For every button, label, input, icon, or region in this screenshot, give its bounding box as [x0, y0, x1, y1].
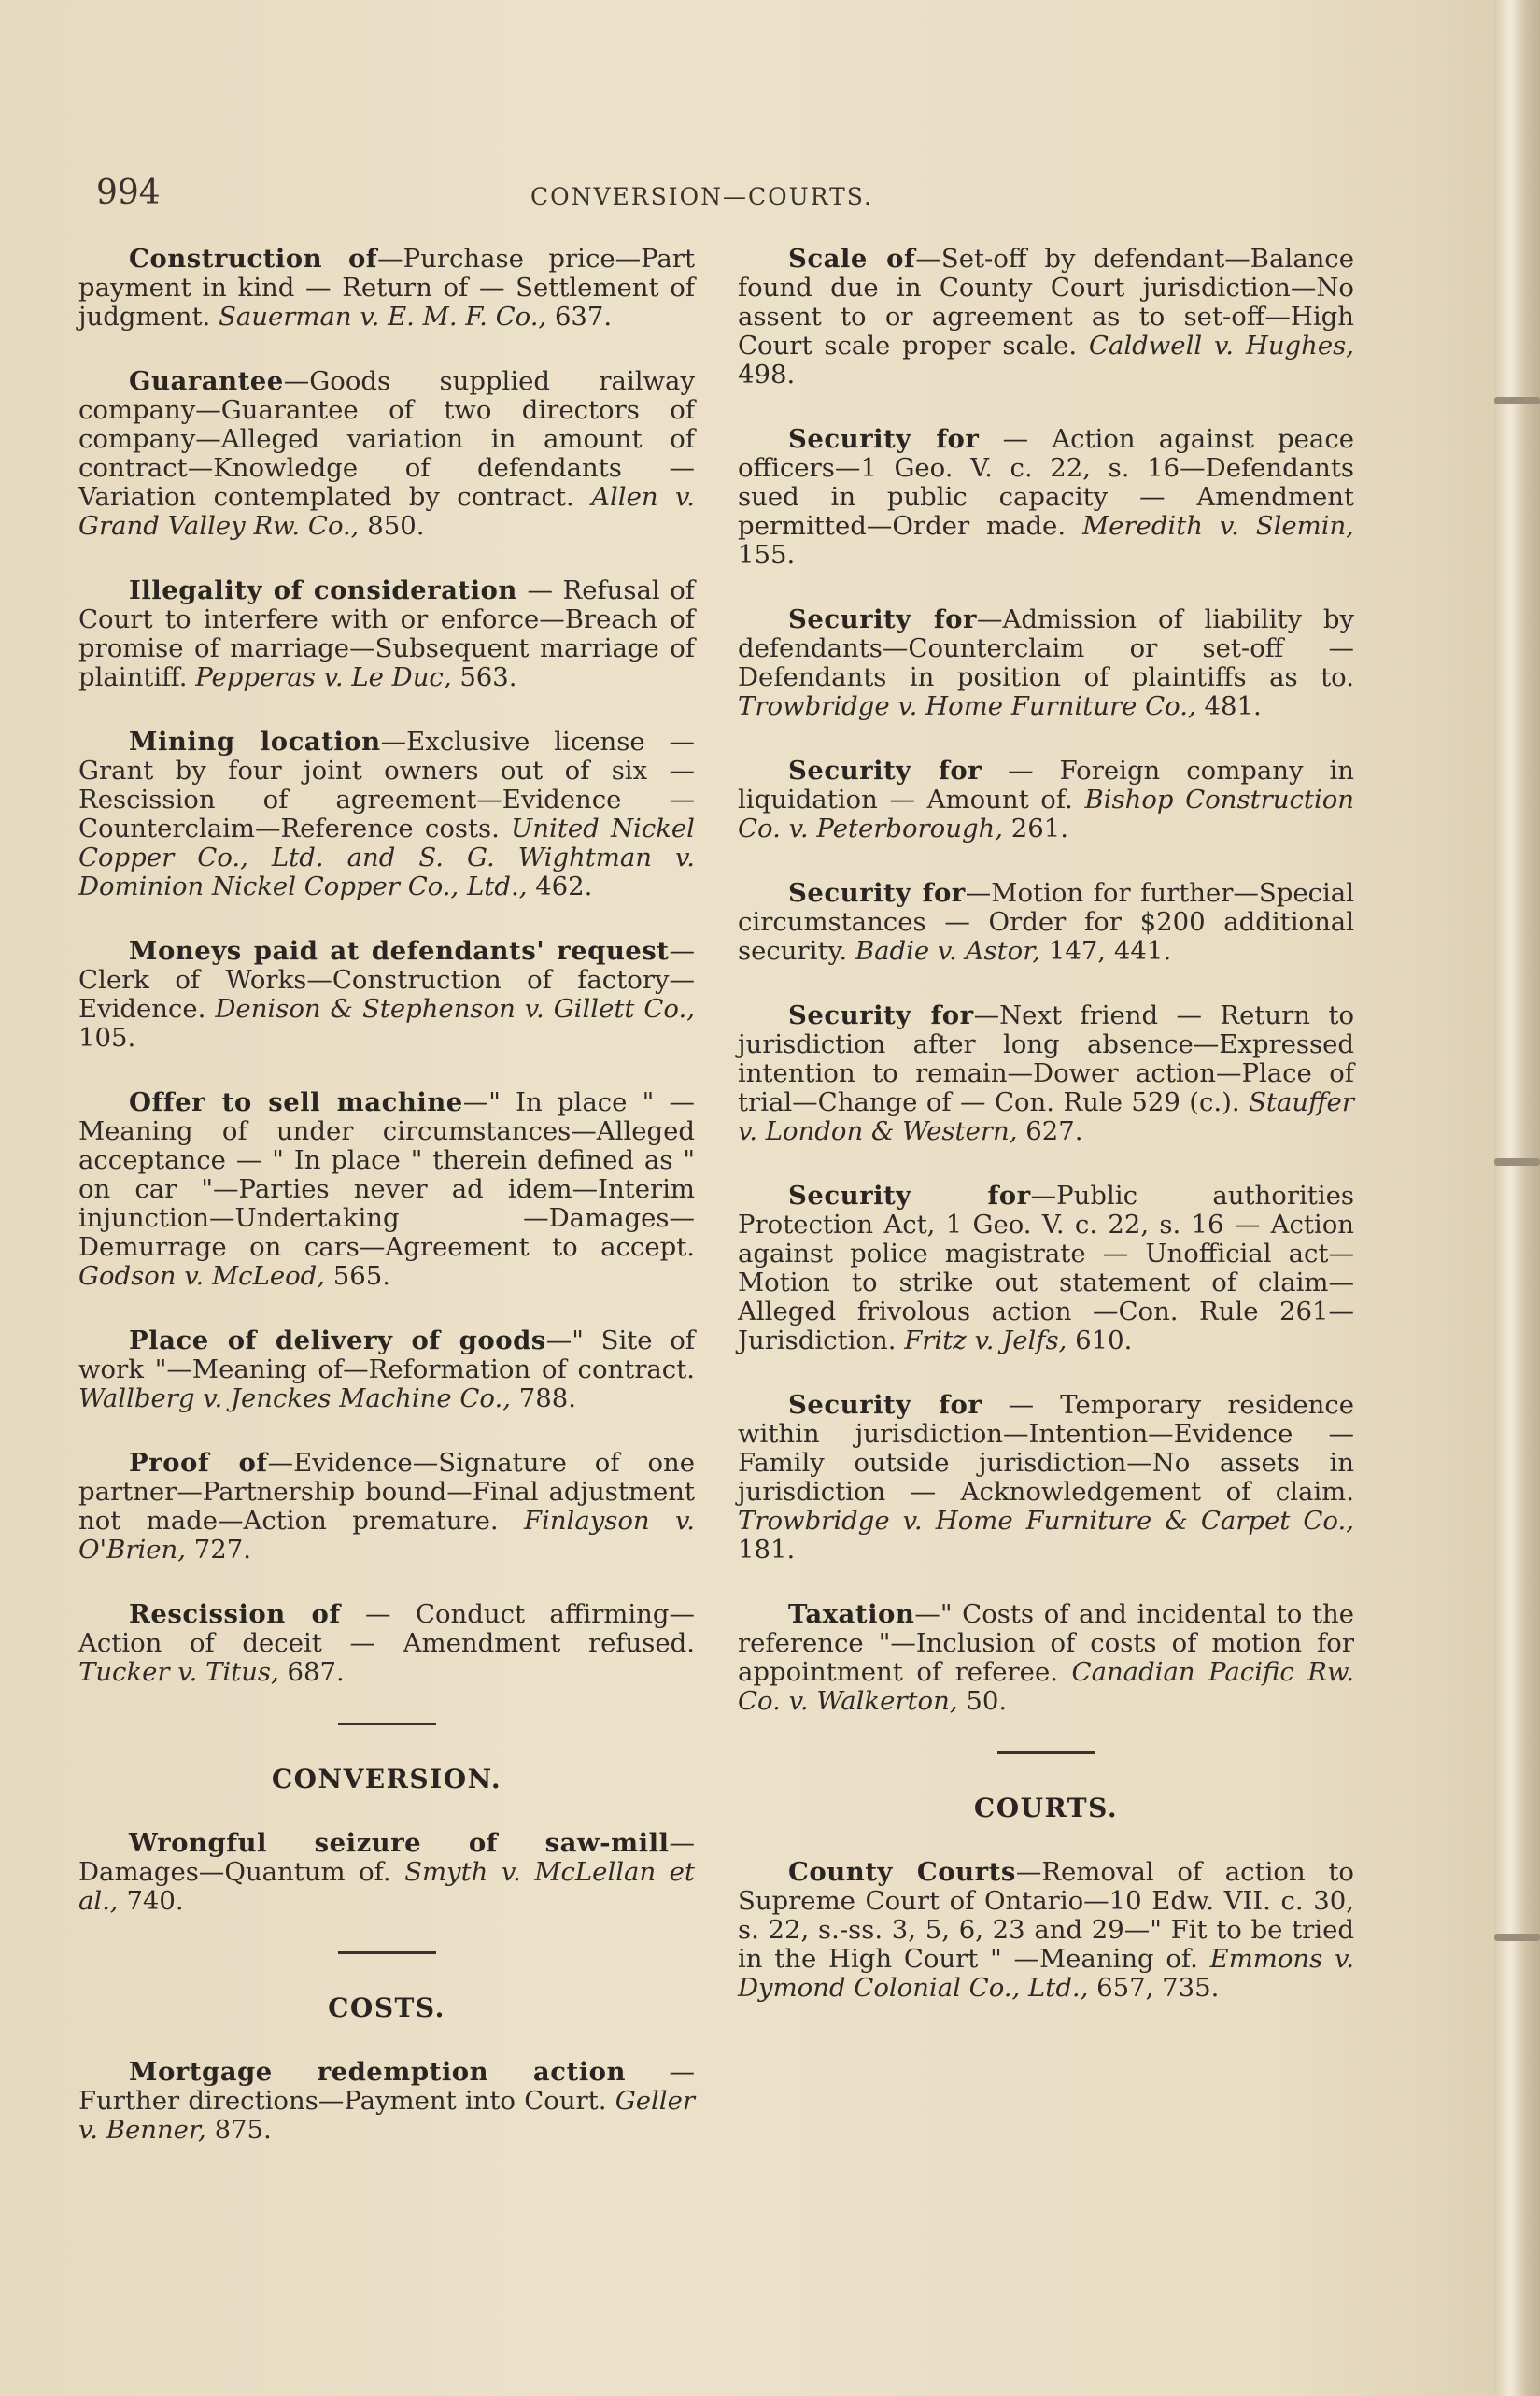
entry-text: —Evidence—Signature of one partner—Partnership bound—Final adjustment not made—Action premature.: [78, 1448, 695, 1536]
index-entry: [738, 1858, 1354, 2003]
entry-text: —Motion for further—Special circumstances — Order for $200 additional security.: [738, 878, 1354, 966]
entry-text: —Damages—Quantum of.: [78, 1828, 695, 1887]
case-citation: Bishop Construction Co. v. Peterborough,: [738, 785, 1355, 844]
case-citation: Wallberg v. Jenckes Machine Co.,: [78, 1383, 511, 1413]
index-entry: [738, 1391, 1354, 1565]
case-citation: Fritz v. Jelfs,: [904, 1326, 1067, 1355]
index-entry: [738, 425, 1354, 570]
costs-entries-list: [78, 2058, 695, 2145]
courts-heading: COURTS.: [973, 1793, 1119, 1823]
entry-text: — Action against peace officers—1 Geo. V. c. 22, s. 16—Defendants sued in public capacity — Amendment permitted—Order made.: [738, 424, 1354, 541]
case-citation: Badie v. Astor,: [855, 936, 1041, 966]
entry-heading: Mining location: [129, 727, 381, 757]
page-reference: 850.: [367, 511, 425, 541]
entry-text: —Exclusive license —Grant by four joint owners out of six —Rescission of agreement—Evidence — Counterclaim—Reference costs.: [78, 727, 695, 844]
entry-text: — Further directions—Payment into Court.: [78, 2057, 696, 2116]
index-entry: [78, 1449, 695, 1565]
case-citation: Trowbridge v. Home Furniture Co.,: [738, 691, 1196, 721]
index-entry: [78, 2058, 695, 2145]
index-entry: [78, 245, 695, 332]
index-entry: [78, 367, 695, 541]
index-entry: [738, 1182, 1354, 1355]
page-reference: 627.: [1025, 1116, 1083, 1146]
case-citation: Caldwell v. Hughes,: [1088, 331, 1354, 361]
entry-heading: Proof of: [129, 1448, 268, 1478]
case-citation: Stauffer v. London & Western,: [738, 1087, 1354, 1146]
page-reference: 727.: [193, 1535, 251, 1565]
page-reference: 637.: [554, 302, 613, 332]
page-reference: 462.: [535, 872, 593, 901]
entry-heading: Illegality of consideration: [129, 575, 517, 605]
entry-heading: Scale of: [788, 244, 916, 274]
case-citation: Godson v. McLeod,: [78, 1261, 326, 1291]
book-binding: [1494, 0, 1540, 2396]
page-header: [96, 174, 1338, 220]
index-entry: [78, 1600, 695, 1687]
case-citation: Geller v. Benner,: [78, 2086, 695, 2145]
index-entry: [78, 1829, 695, 1916]
case-citation: Denison & Stephenson v. Gillett Co.,: [215, 994, 695, 1024]
entry-heading: Moneys paid at defendants' request: [129, 936, 670, 966]
page-reference: 498.: [738, 360, 796, 390]
index-entry: [78, 1088, 695, 1291]
section-divider: [997, 1751, 1095, 1754]
entry-text: — Conduct affirming—Action of deceit — Amendment refused.: [78, 1599, 695, 1658]
page-reference: 181.: [738, 1535, 796, 1565]
case-citation: Tucker v. Titus,: [78, 1657, 279, 1687]
entry-text: —Clerk of Works—Construction of factory—Evidence.: [78, 936, 695, 1024]
entry-text: — Temporary residence within jurisdiction—Intention—Evidence —Family outside jurisdiction—No assets in jurisdiction — Acknowledgement of claim.: [738, 1390, 1355, 1507]
page-reference: 261.: [1010, 814, 1068, 844]
binding-stitch: [1494, 397, 1540, 404]
entry-text: —Removal of action to Supreme Court of Ontario—10 Edw. VII. c. 30, s. 22, s.-ss. 3, 5, 6, 23 and 29—" Fit to be tried in the High Court " —Meaning of.: [738, 1857, 1354, 1974]
case-citation: Smyth v. McLellan et al.,: [78, 1857, 695, 1916]
index-entry: [738, 757, 1354, 844]
index-entry: [738, 245, 1354, 390]
entry-text: — Foreign company in liquidation — Amount of.: [738, 756, 1354, 815]
entry-text: —Next friend — Return to jurisdiction after long absence—Expressed intention to remain—Dower action—Place of trial—Change of — Con. Rule 529 (c.).: [738, 1000, 1354, 1117]
entry-heading: Taxation: [788, 1599, 915, 1629]
index-entry: [78, 728, 695, 901]
binding-stitch: [1494, 1934, 1540, 1941]
entry-text: —" Site of work "—Meaning of—Reformation of contract.: [78, 1326, 695, 1384]
case-citation: Allen v. Grand Valley Rw. Co.,: [78, 482, 695, 541]
case-citation: Meredith v. Slemin,: [1081, 511, 1354, 541]
right-column: [738, 245, 1354, 2038]
right-entries-list: [738, 245, 1354, 1716]
page-reference: 155.: [738, 540, 796, 570]
page-reference: 105.: [78, 1023, 136, 1053]
index-entry: [738, 1001, 1354, 1146]
entry-text: — Refusal of Court to interfere with or enforce—Breach of promise of marriage—Subsequent marriage of plaintiff.: [78, 575, 695, 692]
page-reference: 50.: [966, 1686, 1008, 1716]
entry-heading: Security for: [788, 1181, 1031, 1211]
entry-heading: Mortgage redemption action: [129, 2057, 626, 2087]
page-reference: 687.: [287, 1657, 345, 1687]
page-reference: 563.: [459, 662, 517, 692]
section-divider: [338, 1951, 436, 1954]
case-citation: Pepperas v. Le Duc,: [195, 662, 452, 692]
entry-heading: Place of delivery of goods: [129, 1326, 546, 1355]
page-reference: 875.: [214, 2115, 272, 2145]
case-citation: United Nickel Copper Co., Ltd. and S. G. Wightman v. Dominion Nickel Copper Co., Ltd.,: [78, 814, 695, 901]
entry-text: —Admission of liability by defendants—Counterclaim or set-off —Defendants in position of plaintiffs as to.: [738, 604, 1354, 692]
entry-heading: Security for: [788, 1390, 982, 1420]
conversion-heading: CONVERSION.: [271, 1764, 502, 1794]
page-reference: 657, 735.: [1096, 1973, 1220, 2003]
left-entries-list: [78, 245, 695, 1687]
courts-entries-list: [738, 1858, 1354, 2003]
index-entry: [738, 605, 1354, 721]
case-citation: Finlayson v. O'Brien,: [78, 1506, 695, 1565]
entry-text: —Goods supplied railway company—Guarantee of two directors of company—Alleged variation in amount of contract—Knowledge of defendants — Variation contemplated by contract.: [78, 366, 695, 512]
entry-heading: Construction of: [129, 244, 378, 274]
entry-heading: Offer to sell machine: [129, 1087, 463, 1117]
left-column: [78, 245, 695, 2180]
section-divider: [338, 1723, 436, 1725]
entry-heading: Rescission of: [129, 1599, 341, 1629]
running-head: CONVERSION—COURTS.: [530, 183, 873, 210]
index-entry: [78, 576, 695, 692]
entry-text: —Public authorities Protection Act, 1 Geo. V. c. 22, s. 16 — Action against police magistrate — Unofficial act—Motion to strike out statement of claim—Alleged frivolous action —Con. Rule 261—Jurisdiction.: [738, 1181, 1355, 1355]
case-citation: Sauerman v. E. M. F. Co.,: [219, 302, 547, 332]
entry-text: —Purchase price—Part payment in kind — Return of — Settlement of judgment.: [78, 244, 695, 332]
entry-heading: Security for: [788, 604, 978, 634]
page-reference: 147, 441.: [1048, 936, 1172, 966]
page-reference: 740.: [126, 1886, 184, 1916]
page-reference: 565.: [332, 1261, 390, 1291]
case-citation: Canadian Pacific Rw. Co. v. Walkerton,: [738, 1657, 1355, 1716]
index-entry: [738, 1600, 1354, 1716]
page-reference: 481.: [1204, 691, 1262, 721]
page-reference: 610.: [1075, 1326, 1133, 1355]
index-entry: [78, 1326, 695, 1413]
index-entry: [738, 879, 1354, 966]
entry-heading: Security for: [788, 424, 980, 454]
entry-text: —" In place " —Meaning of under circumstances—Alleged acceptance — " In place " therein defined as " on car "—Parties never ad idem—Interim injunction—Undertaking —Damages—Demurrage on cars—Agreement to accept.: [78, 1087, 695, 1262]
entry-heading: County Courts: [788, 1857, 1016, 1887]
case-citation: Trowbridge v. Home Furniture & Carpet Co.,: [738, 1506, 1354, 1536]
entry-heading: Security for: [788, 878, 966, 908]
page-number: 994: [96, 174, 161, 212]
costs-heading: COSTS.: [328, 1992, 445, 2023]
entry-heading: Security for: [788, 1000, 974, 1030]
entry-heading: Security for: [788, 756, 982, 786]
case-citation: Emmons v. Dymond Colonial Co., Ltd.,: [738, 1944, 1354, 2003]
conversion-entries-list: [78, 1829, 695, 1916]
entry-text: —" Costs of and incidental to the reference "—Inclusion of costs of motion for appointment of referee.: [738, 1599, 1354, 1687]
entry-heading: Wrongful seizure of saw-mill: [129, 1828, 670, 1858]
index-entry: [78, 937, 695, 1053]
binding-stitch: [1494, 1158, 1540, 1166]
entry-heading: Guarantee: [129, 366, 284, 396]
page-reference: 788.: [518, 1383, 576, 1413]
entry-text: —Set-off by defendant—Balance found due in County Court jurisdiction—No assent to or agreement as to set-off—High Court scale proper scale.: [738, 244, 1354, 361]
